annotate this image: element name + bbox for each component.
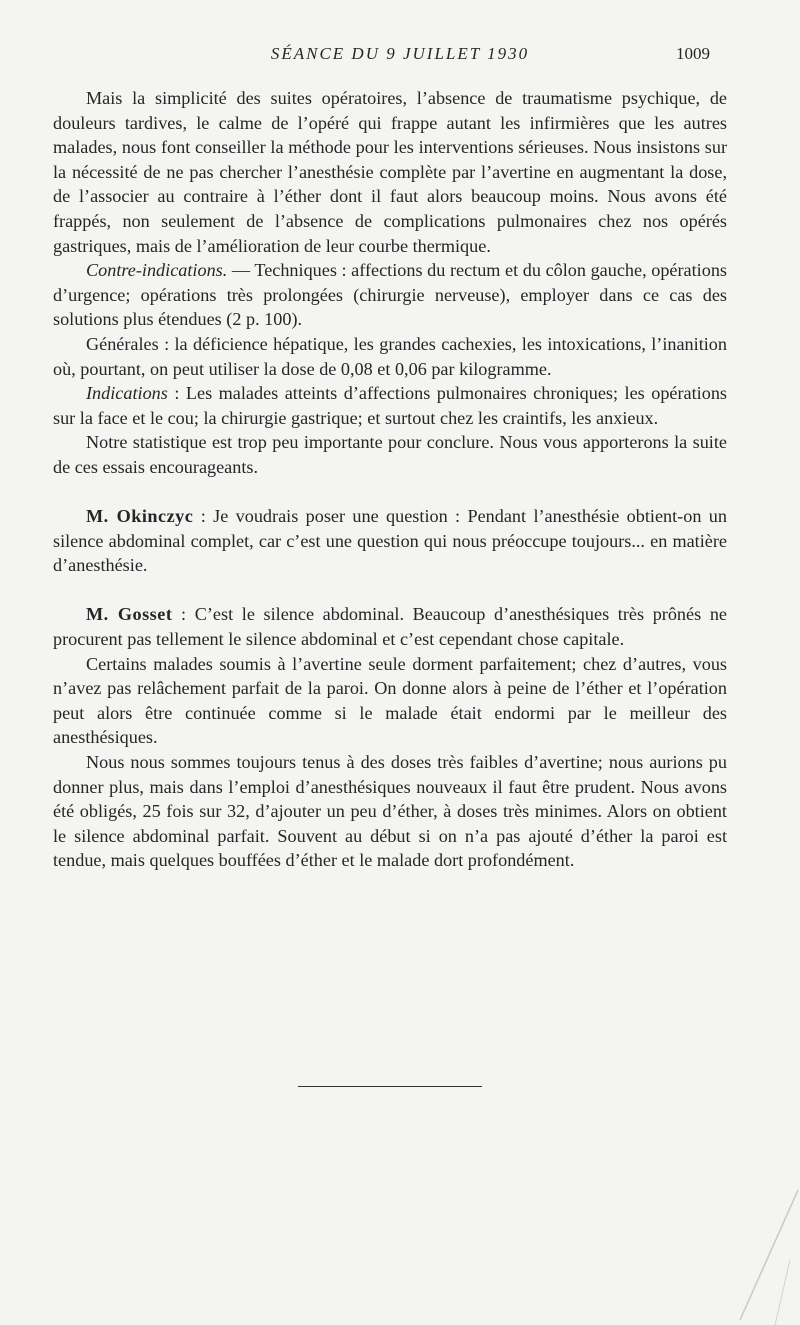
paragraph-text: : Les malades atteints d’affections pulmonaires chroniques; les opérations sur la face et le cou; la chirurgie gastrique; et surtout chez les craintifs, les anxieux. xyxy=(53,383,727,428)
running-head: SÉANCE DU 9 JUILLET 1930 xyxy=(270,44,530,63)
section-label: Indications xyxy=(86,383,168,404)
paragraph-gosset xyxy=(53,602,727,651)
paragraph: Générales : la déficience hépatique, les grandes cachexies, les intoxications, l’inanition où, pourtant, on peut utiliser la dose de 0,08 et 0,06 par kilogramme. xyxy=(53,333,727,379)
paragraph: Notre statistique est trop peu importante pour conclure. Nous vous apporterons la suite de ces essais encourageants. xyxy=(53,432,727,477)
page-header xyxy=(0,38,800,68)
closing-rule xyxy=(298,1086,482,1087)
page-number: 1009 xyxy=(676,44,710,63)
paragraph-text: : Je voudrais poser une question : Pendant l’anesthésie obtient-on un silence abdominal complet, car c’est une question qui nous préoccupe toujours... en matière d’anesthésie. xyxy=(53,506,727,576)
paragraph-okinczyc xyxy=(53,504,727,578)
paragraph-indications xyxy=(53,381,727,430)
page-crease-mark xyxy=(680,1180,800,1325)
paragraph-text: — Techniques : affections du rectum et du côlon gauche, opérations d’urgence; opérations très prolongées (chirurgie nerveuse), employer dans ce cas des solutions plus étendues (2 p. 100). xyxy=(53,260,727,330)
body-text xyxy=(53,86,727,873)
speaker-name: M. Okinczyc xyxy=(86,506,194,527)
paragraph-text: : C’est le silence abdominal. Beaucoup d’anesthésiques très prônés ne procurent pas tellement le silence abdominal et c’est cependant chose capitale. xyxy=(53,604,727,650)
paragraph: Mais la simplicité des suites opératoires, l’absence de traumatisme psychique, de douleurs tardives, le calme de l’opéré qui frappe autant les infirmières que les autres malades, nous font conseiller la méthode pour les interventions sérieuses. Nous insistons sur la nécessité de ne pas chercher l’anesthésie complète par l’avertine en augmentant la dose, de l’associer au contraire à l’éther dont il faut alors beaucoup moins. Nous avons été frappés, non seulement de l’absence de complications pulmonaires chez nos opérés gastriques, mais de l’amélioration de leur courbe thermique. xyxy=(53,88,727,256)
paragraph-contre-indications xyxy=(53,258,727,332)
speaker-name: M. Gosset xyxy=(86,604,173,625)
paragraph: Certains malades soumis à l’avertine seule dorment parfaitement; chez d’autres, vous n’avez pas relâchement parfait de la paroi. On donne alors à peine de l’éther et l’opération peut alors être continuée comme si le malade était endormi par le meilleur des anesthésiques. xyxy=(53,653,727,748)
section-label: Contre-indications. xyxy=(86,260,228,281)
paragraph: Nous nous sommes toujours tenus à des doses très faibles d’avertine; nous aurions pu donner plus, mais dans l’emploi d’anesthésiques nouveaux il faut être prudent. Nous avons été obligés, 25 fois sur 32, d’ajouter un peu d’éther, à doses très minimes. Alors on obtient le silence abdominal parfait. Souvent au début si on n’a pas ajouté d’éther la paroi est tendue, mais quelques bouffées d’éther et le malade dort profondément. xyxy=(53,752,727,871)
